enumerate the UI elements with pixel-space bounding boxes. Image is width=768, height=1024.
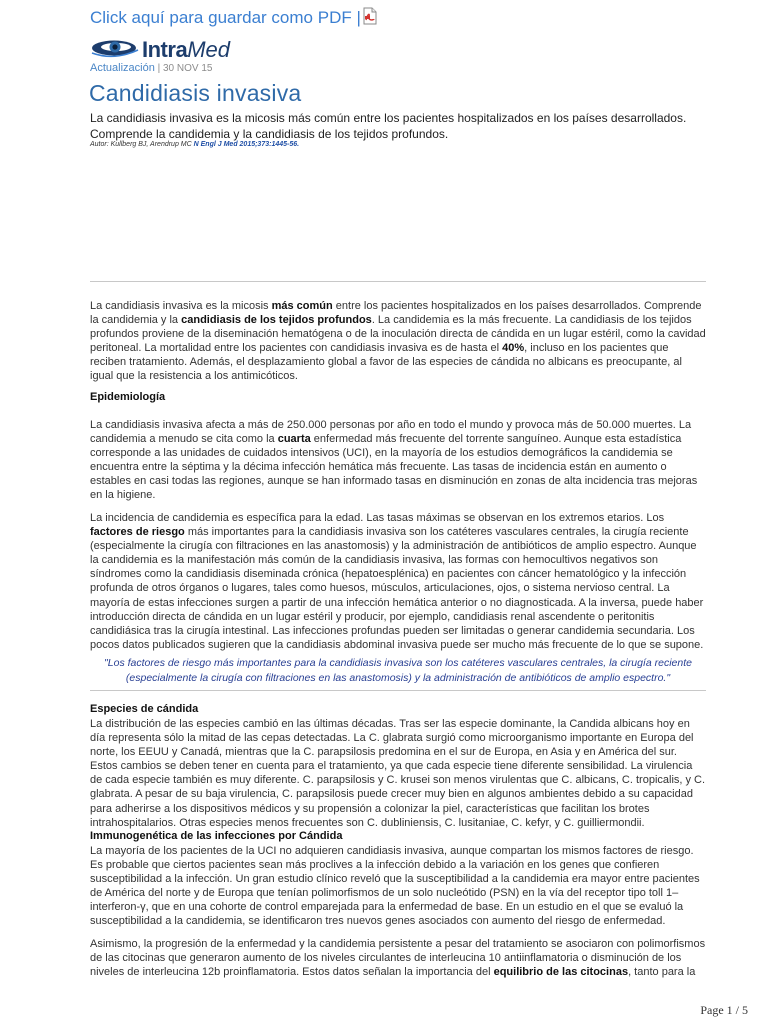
divider-top (90, 281, 706, 282)
intro-paragraph: La candidiasis invasiva es la micosis más común entre los pacientes hospitalizados en los países desarrollados. Comprende la candidemia y la candidiasis de los tejidos profundos. La candidemia es la más frecuente. La candidiasis de los tejidos profundos proviene de la diseminación hematógena o de la inoculación directa de cándida en un lugar estéril, como la cavidad peritoneal. La mortalidad entre los pacientes con candidiasis invasiva es de hasta el 40%, incluso en los pacientes que reciben tratamiento. Además, el desplazamiento global a favor de las especies de cándida no albicans es preocupante, al igual que la resistencia a los antimicóticos. (90, 300, 706, 383)
byline-authors: Autor: Kullberg BJ, Arendrup MC (90, 141, 192, 148)
save-as-pdf-label: Click aquí para guardar como PDF | (90, 8, 361, 27)
intramed-logo[interactable] (90, 38, 230, 62)
section-label[interactable]: Actualización (90, 62, 155, 74)
heading-inmunogenetica: Immunogenética de las infecciones por Cándida (90, 830, 343, 842)
heading-especies: Especies de cándida (90, 703, 199, 715)
heading-epidemiologia: Epidemiología (90, 391, 166, 403)
epidemiology-paragraph-1: La candidiasis invasiva afecta a más de 250.000 personas por año en todo el mundo y provoca más de 50.000 muertes. La candidemia a menudo se cita como la cuarta enfermedad más frecuente del torrente sanguíneo. Aunque esta estadística corresponde a las unidades de cuidados intensivos (UCI), en la mayoría de los estudios demográficos la candidemia se encuentra entre la séptima y la décima infección hemática más frecuente. Las tasas de incidencia están en aumento o estables en casi todas las regiones, aunque se han informado tasas en disminución en zonas de alta incidencia tras mejoras en la higiene. (90, 419, 698, 502)
article-title: Candidiasis invasiva (89, 80, 302, 106)
logo-wordmark-intra: Intra (142, 37, 188, 62)
epidemiology-paragraph-2: La incidencia de candidemia es específica para la edad. Las tasas máximas se observan en los extremos etarios. Los factores de riesgo más importantes para la candidiasis invasiva son los catéteres vasculares centrales, la cirugía reciente (especialmente la cirugía con filtraciones en las anastomosis) y la administración de antibióticos de amplio espectro. Aunque la candidemia es la manifestación más común de la candidiasis invasiva, las formas con hemocultivos negativos son síndromes como la candidiasis diseminada crónica (hepatoesplénica) en pacientes con cáncer hematológico y la infección profunda de otros órganos o lugares, tales como huesos, músculos, articulaciones, ojos, o sistema nervioso central. La mayoría de estas infecciones surgen a partir de una infección hemática anterior o no diagnosticada. A la inversa, puede haber introducción directa de cándida en un lugar estéril y producir, por ejemplo, candidiasis renal ascendente o peritonitis candidiásica tras la cirugía intestinal. Las infecciones profundas pueden ser limitadas o generar candidemia secundaria. Los pocos datos publicados sugieren que la candidiasis abdominal invasiva puede ser mucho más frecuente de lo que se supone. (90, 512, 704, 651)
publish-date: 30 NOV 15 (163, 63, 213, 74)
eye-swoosh-icon (90, 37, 140, 64)
logo-wordmark-med: Med (187, 37, 230, 62)
article-lede: La candidiasis invasiva es la micosis más común entre los pacientes hospitalizados en los países desarrollados. Comprende la candidemia y la candidiasis de los tejidos profundos. (90, 111, 687, 141)
meta-separator: | (157, 63, 161, 74)
divider-quote (90, 690, 706, 691)
save-as-pdf-link[interactable] (90, 7, 377, 28)
article-meta (90, 62, 212, 74)
article-byline (90, 141, 299, 148)
species-paragraph: La distribución de las especies cambió en las últimas décadas. Tras ser las especie dominante, la Candida albicans hoy en día representa sólo la mitad de las cepas detectadas. La C. glabrata surgió como microorganismo importante en Europa del norte, los EEUU y Canadá, mientras que la C. parapsilosis predomina en el sur de Europa, en Asia y en América del sur. Estos cambios se deben tener en cuenta para el tratamiento, ya que cada especie tiene diferente sensibilidad. La virulencia de cada especie también es muy diferente. C. parapsilosis y C. krusei son menos virulentas que C. albicans, C. tropicalis, y C. glabrata. A pesar de su baja virulencia, C. parapsilosis puede crecer muy bien en algunos ambientes debido a su capacidad para adherirse a los dispositivos médicos y su propensión a colonizar la piel, características que facilitan los brotes intrahospitalarios. Otras especies menos frecuentes son C. dubliniensis, C. lusitaniae, C. kefyr, y C. guilliermondii. (90, 718, 706, 829)
pull-quote: "Los factores de riesgo más importantes para la candidiasis invasiva son los catéteres vasculares centrales, la cirugía reciente (especialmente la cirugía con filtraciones en las anastomosis) y la administración de antibióticos de amplio espectro." (104, 657, 692, 684)
cytokine-paragraph: Asimismo, la progresión de la enfermedad y la candidemia persistente a pesar del tratamiento se asociaron con polimorfismos de las citocinas que generaron aumento de los niveles circulantes de interleucina 10 antiinflamatoria o disminución de los niveles de interleucina 12b proinflamatoria. Estos datos señalan la importancia del equilibrio de las citocinas, tanto para la (90, 938, 706, 979)
immunogenetics-paragraph: La mayoría de los pacientes de la UCI no adquieren candidiasis invasiva, aunque compartan los mismos factores de riesgo. Es probable que ciertos pacientes sean más proclives a la infección debido a la variación en los genes que confieren susceptibilidad a la infección. Un gran estudio clínico reveló que la susceptibilidad a la candidemia era mayor entre pacientes de América del norte y de Europa que tenían polimorfismos de un solo nucleótido (PSN) en la vía del receptor tipo toll 1–interferon-γ, que en una cohorte de control emparejada para la enfermedad de base. En un estudio en el que se evaluó la susceptibilidad a la candidemia, se identificaron tres nuevos genes asociados con aumento del riesgo de enfermedad. (90, 845, 700, 928)
pdf-file-icon[interactable] (363, 7, 377, 25)
journal-reference-link[interactable]: N Engl J Med 2015;373:1445-56. (193, 141, 300, 148)
page-number: Page 1 / 5 (700, 1003, 748, 1017)
